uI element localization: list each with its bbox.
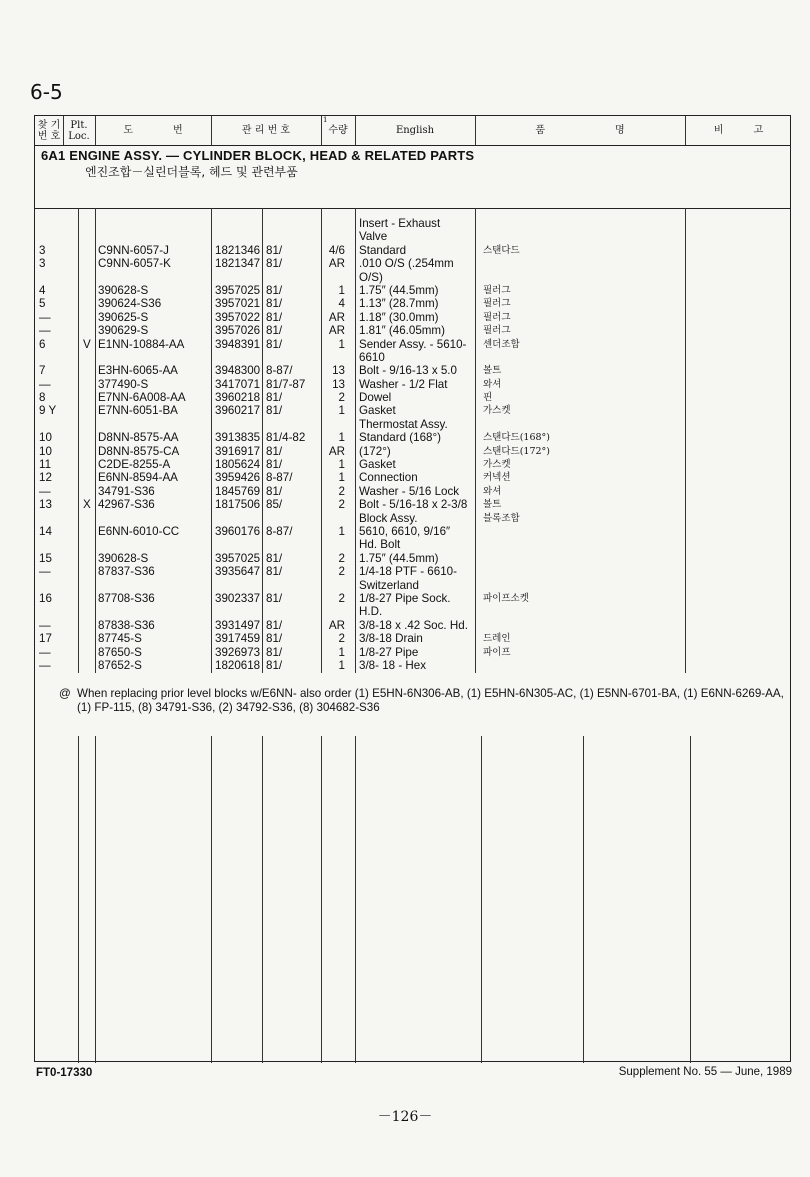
drawing-number: 42967-S36 (98, 498, 155, 512)
page-number: －126－ (377, 1109, 433, 1125)
english-name: Valve (359, 230, 388, 244)
header-qty (321, 116, 355, 145)
korean-name: 드레인 (483, 633, 511, 645)
ref-number: — (39, 310, 51, 324)
drawing-number: E1NN-10884-AA (98, 337, 185, 351)
quantity: 2 (338, 591, 345, 605)
management-number: 3913835 (215, 431, 261, 445)
title-rule (35, 208, 790, 209)
english-name: Washer - 1/2 Flat (359, 377, 448, 391)
english-name: 1.75″ (44.5mm) (359, 283, 439, 297)
table-row (35, 351, 790, 364)
korean-name: 볼트 (483, 365, 502, 377)
korean-name: 핀 (483, 392, 493, 404)
drawing-number: C2DE-8255-A (98, 458, 171, 472)
drawing-number: E6NN-8594-AA (98, 471, 178, 485)
effective-date: 81/ (266, 257, 283, 271)
qty-mark: 1 (323, 116, 328, 124)
supplement-info: Supplement No. 55 — June, 1989 (618, 1066, 792, 1078)
english-name: .010 O/S (.254mm (359, 257, 454, 271)
effective-date: 81/ (266, 591, 283, 605)
table-row (35, 619, 790, 632)
english-name: Bolt - 5/16-18 x 2-3/8 (359, 498, 468, 512)
ref-number: — (39, 484, 51, 498)
quantity: 1 (338, 658, 345, 672)
table-row (35, 458, 790, 471)
management-number: 3931497 (215, 618, 261, 632)
drawing-number: 377490-S (98, 377, 149, 391)
footnote-text: When replacing prior level blocks w/E6NN- also order (1) E5HN-6N306-AB, (1) E5HN-6N305-AC, (1) E5NN-6701-BA, (1) E6NN-6269-AA, (1) FP-115, (8) 34791-S36, (2) 34792-S36, (8) 304682-S36 (77, 687, 784, 714)
col-divider (262, 736, 263, 1063)
quantity: 2 (338, 498, 345, 512)
english-name: Standard (359, 243, 407, 257)
management-number: 1820618 (215, 658, 261, 672)
table-row (35, 445, 790, 458)
table-row (35, 284, 790, 297)
management-number: 1821346 (215, 243, 261, 257)
drawing-number: 87650-S (98, 645, 142, 659)
effective-date: 81/ (266, 337, 283, 351)
korean-name: 스탠다드 (483, 244, 520, 256)
table-row (35, 579, 790, 592)
ref-number: 15 (39, 551, 52, 565)
drawing-number: 87837-S36 (98, 565, 155, 579)
col-divider (95, 736, 96, 1063)
col-divider (321, 116, 322, 145)
qty-label: 수량 (328, 125, 348, 136)
quantity: 1 (338, 458, 345, 472)
col-divider (211, 116, 212, 145)
col-divider (355, 116, 356, 145)
effective-date: 81/ (266, 658, 283, 672)
table-row (35, 592, 790, 605)
table-row (35, 324, 790, 337)
management-number: 3957022 (215, 310, 261, 324)
management-number: 3926973 (215, 645, 261, 659)
english-name: Switzerland (359, 578, 419, 592)
ref-number: 13 (39, 498, 52, 512)
table-row (35, 431, 790, 444)
korean-name: 센더조합 (483, 338, 520, 350)
drawing-number: E7NN-6051-BA (98, 404, 178, 418)
effective-date: 81/ (266, 324, 283, 338)
document-code: FT0-17330 (36, 1067, 93, 1079)
english-name: 1.81″ (46.05mm) (359, 324, 445, 338)
drawing-number: 390624-S36 (98, 297, 162, 311)
drawing-number: C9NN-6057-J (98, 243, 169, 257)
quantity: 1 (338, 283, 345, 297)
korean-name: 필러그 (483, 298, 511, 310)
drawing-number: D8NN-8575-CA (98, 444, 180, 458)
english-name: 1/4-18 PTF - 6610- (359, 565, 457, 579)
english-name: 1.13″ (28.7mm) (359, 297, 439, 311)
plant-location: V (83, 337, 91, 351)
ref-number: 14 (39, 524, 52, 538)
header-mgmt-no: 관 리 번 호 (241, 125, 291, 136)
korean-name: 커넥션 (483, 472, 511, 484)
ref-number: 16 (39, 591, 52, 605)
korean-name: 스탠다드(168°) (483, 432, 551, 444)
management-number: 3960176 (215, 524, 261, 538)
management-number: 3960217 (215, 404, 261, 418)
effective-date: 81/ (266, 632, 283, 646)
korean-name: 스탠다드(172°) (483, 445, 551, 457)
quantity: 2 (338, 551, 345, 565)
korean-name: 와셔 (483, 378, 502, 390)
table-row (35, 230, 790, 243)
management-number: 3957021 (215, 297, 261, 311)
effective-date: 8-87/ (266, 524, 293, 538)
korean-name: 필러그 (483, 311, 511, 323)
effective-date: 81/ (266, 551, 283, 565)
english-name: 1.18″ (30.0mm) (359, 310, 439, 324)
quantity: 13 (332, 377, 345, 391)
drawing-number: E6NN-6010-CC (98, 524, 180, 538)
section-subtitle: 엔진조합－실린더블록, 헤드 및 관련부품 (85, 165, 298, 179)
ref-number: — (39, 618, 51, 632)
drawing-number: 87745-S (98, 632, 142, 646)
effective-date: 81/ (266, 484, 283, 498)
management-number: 1817506 (215, 498, 261, 512)
effective-date: 81/ (266, 444, 283, 458)
drawing-number: 87838-S36 (98, 618, 155, 632)
col-divider (475, 116, 476, 145)
english-name: Gasket (359, 458, 396, 472)
drawing-number: D8NN-8575-AA (98, 431, 179, 445)
management-number: 3960218 (215, 391, 261, 405)
header-remarks: 비 고 (713, 125, 764, 136)
english-name: Connection (359, 471, 418, 485)
english-name: Standard (168°) (359, 431, 441, 445)
management-number: 3948391 (215, 337, 261, 351)
quantity: 2 (338, 632, 345, 646)
header-ref-no: 찾 기 번 호 (37, 119, 61, 142)
management-number: 3917459 (215, 632, 261, 646)
effective-date: 8-87/ (266, 364, 293, 378)
english-name: Sender Assy. - 5610- (359, 337, 467, 351)
header-korean-name: 품 명 (535, 125, 625, 136)
ref-number: 17 (39, 632, 52, 646)
ref-number: 11 (39, 458, 52, 472)
effective-date: 85/ (266, 498, 283, 512)
table-row (35, 552, 790, 565)
quantity: 4 (338, 297, 345, 311)
korean-name: 파이프 (483, 646, 511, 658)
english-name: Bolt - 9/16-13 x 5.0 (359, 364, 457, 378)
drawing-number: 87652-S (98, 658, 142, 672)
effective-date: 81/ (266, 645, 283, 659)
management-number: 3902337 (215, 591, 261, 605)
english-name: O/S) (359, 270, 383, 284)
english-name: 3/8-18 Drain (359, 632, 423, 646)
ref-number: — (39, 565, 51, 579)
effective-date: 81/ (266, 565, 283, 579)
management-number: 3957026 (215, 324, 261, 338)
english-name: (172°) (359, 444, 391, 458)
english-name: Gasket (359, 404, 396, 418)
table-row (35, 659, 790, 672)
english-name: 3/8- 18 - Hex (359, 658, 427, 672)
ref-number: — (39, 377, 51, 391)
table-row (35, 498, 790, 511)
management-number: 1805624 (215, 458, 261, 472)
table-row (35, 244, 790, 257)
english-name: Insert - Exhaust (359, 217, 441, 230)
drawing-number: 390625-S (98, 310, 149, 324)
management-number: 3948300 (215, 364, 261, 378)
korean-name: 필러그 (483, 325, 511, 337)
table-row (35, 338, 790, 351)
quantity: 13 (332, 364, 345, 378)
quantity: 2 (338, 391, 345, 405)
english-name: Thermostat Assy. (359, 417, 448, 431)
quantity: AR (328, 257, 345, 271)
english-name: 1/8-27 Pipe (359, 645, 419, 659)
header-drawing-no: 도 번 (123, 125, 183, 136)
table-row (35, 525, 790, 538)
drawing-number: E7NN-6A008-AA (98, 391, 186, 405)
table-row (35, 311, 790, 324)
drawing-number: 390629-S (98, 324, 149, 338)
drawing-number: 390628-S (98, 551, 149, 565)
table-row (35, 404, 790, 417)
quantity: 1 (338, 431, 345, 445)
col-divider (690, 736, 691, 1063)
korean-name: 블록조합 (483, 512, 520, 524)
table-row (35, 217, 790, 230)
english-name: 1/8-27 Pipe Sock. (359, 591, 451, 605)
footnote-mark: @ (59, 687, 71, 700)
quantity: 2 (338, 565, 345, 579)
ref-number: 12 (39, 471, 52, 485)
table-row (35, 632, 790, 645)
drawing-number: C9NN-6057-K (98, 257, 171, 271)
col-divider (685, 116, 686, 145)
management-number: 1821347 (215, 257, 261, 271)
ref-number: 8 (39, 391, 46, 405)
col-divider (95, 116, 96, 145)
effective-date: 8-87/ (266, 471, 293, 485)
ref-number: — (39, 658, 51, 672)
english-name: Washer - 5/16 Lock (359, 484, 460, 498)
quantity: 1 (338, 404, 345, 418)
quantity: AR (328, 618, 345, 632)
korean-name: 와셔 (483, 485, 502, 497)
ref-number: 9 Y (39, 404, 57, 418)
table-row (35, 297, 790, 310)
effective-date: 81/ (266, 297, 283, 311)
ref-number: 4 (39, 283, 46, 297)
effective-date: 81/ (266, 458, 283, 472)
col-divider (211, 736, 212, 1063)
header-plt-loc: Plt. Loc. (68, 119, 90, 142)
ref-number: 5 (39, 297, 46, 311)
table-row (35, 485, 790, 498)
english-name: 6610 (359, 350, 385, 364)
table-row (35, 271, 790, 284)
english-name: 5610, 6610, 9/16″ (359, 524, 451, 538)
table-row (35, 538, 790, 551)
effective-date: 81/ (266, 283, 283, 297)
plant-location: X (83, 498, 91, 512)
drawing-number: 34791-S36 (98, 484, 155, 498)
parts-table (34, 115, 791, 1062)
korean-name: 필러그 (483, 284, 511, 296)
table-row (35, 565, 790, 578)
management-number: 3959426 (215, 471, 261, 485)
quantity: AR (328, 324, 345, 338)
management-number: 1845769 (215, 484, 261, 498)
ref-number: 3 (39, 243, 46, 257)
effective-date: 81/ (266, 404, 283, 418)
management-number: 3957025 (215, 283, 261, 297)
ref-number: 10 (39, 444, 52, 458)
table-row (35, 471, 790, 484)
english-name: Dowel (359, 391, 392, 405)
effective-date: 81/7-87 (266, 377, 306, 391)
ref-number: — (39, 324, 51, 338)
col-divider (481, 736, 482, 1063)
korean-name: 파이프소켓 (483, 592, 529, 604)
english-name: Hd. Bolt (359, 538, 401, 552)
english-name: 1.75″ (44.5mm) (359, 551, 439, 565)
quantity: 2 (338, 484, 345, 498)
col-divider (321, 736, 322, 1063)
quantity: 1 (338, 471, 345, 485)
drawing-number: E3HN-6065-AA (98, 364, 178, 378)
english-name: Block Assy. (359, 511, 418, 525)
table-row (35, 257, 790, 270)
table-row (35, 605, 790, 618)
korean-name: 볼트 (483, 499, 502, 511)
table-row (35, 391, 790, 404)
effective-date: 81/ (266, 243, 283, 257)
quantity: 1 (338, 645, 345, 659)
management-number: 3935647 (215, 565, 261, 579)
management-number: 3916917 (215, 444, 261, 458)
effective-date: 81/ (266, 618, 283, 632)
col-divider (78, 736, 79, 1063)
ref-number: — (39, 645, 51, 659)
korean-name: 가스켓 (483, 405, 511, 417)
col-divider (355, 736, 356, 1063)
table-row (35, 512, 790, 525)
english-name: H.D. (359, 605, 383, 619)
quantity: AR (328, 310, 345, 324)
management-number: 3417071 (215, 377, 261, 391)
korean-name: 가스켓 (483, 459, 511, 471)
header-english: English (395, 125, 435, 136)
effective-date: 81/ (266, 391, 283, 405)
drawing-number: 390628-S (98, 283, 149, 297)
parts-rows (35, 217, 790, 672)
ref-number: 3 (39, 257, 46, 271)
col-divider (583, 736, 584, 1063)
table-row (35, 418, 790, 431)
drawing-number: 87708-S36 (98, 591, 155, 605)
table-row (35, 646, 790, 659)
col-divider (63, 116, 64, 145)
effective-date: 81/ (266, 310, 283, 324)
management-number: 3957025 (215, 551, 261, 565)
ref-number: 6 (39, 337, 46, 351)
quantity: 1 (338, 337, 345, 351)
section-number: 6-5 (30, 80, 63, 104)
table-row (35, 364, 790, 377)
quantity: 4/6 (328, 243, 345, 257)
quantity: AR (328, 444, 345, 458)
ref-number: 7 (39, 364, 46, 378)
ref-number: 10 (39, 431, 52, 445)
effective-date: 81/4-82 (266, 431, 306, 445)
header-rule (35, 145, 790, 146)
quantity: 1 (338, 524, 345, 538)
english-name: 3/8-18 x .42 Soc. Hd. (359, 618, 468, 632)
table-row (35, 378, 790, 391)
section-title: 6A1 ENGINE ASSY. — CYLINDER BLOCK, HEAD & RELATED PARTS (41, 148, 475, 163)
